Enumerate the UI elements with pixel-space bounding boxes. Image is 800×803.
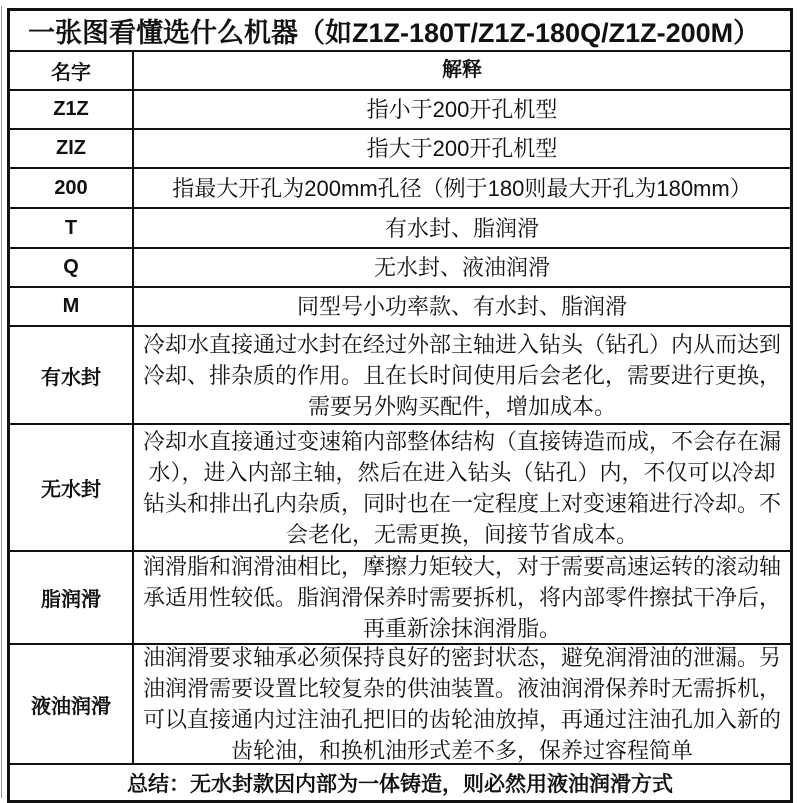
table-row-no-water-seal [10,423,790,550]
table-row-grease-lubrication [10,550,790,643]
summary-row [10,763,790,800]
table-row-oil-lubrication [10,643,790,763]
table-row-z1z [10,89,790,128]
table-row-m [10,286,790,325]
row-label: 200 [10,169,134,207]
row-explanation: 润滑脂和润滑油相比，摩擦力矩较大，对于需要高速运转的滚动轴承适用性较低。脂润滑保养时需要拆机，将内部零件擦拭干净后，再重新涂抹润滑脂。 [134,552,790,643]
row-explanation: 指最大开孔为200mm孔径（例于180则最大开孔为180mm） [134,169,790,207]
page-title: 一张图看懂选什么机器（如Z1Z-180T/Z1Z-180Q/Z1Z-200M） [10,11,790,50]
scan-edge-line [1,6,2,798]
row-label: M [10,288,134,325]
title-row [10,11,790,50]
row-label: 脂润滑 [10,552,134,643]
row-explanation: 冷却水直接通过水封在经过外部主轴进入钻头（钻孔）内从而达到冷却、排杂质的作用。且在长时间使用后会老化，需要进行更换，需要另外购买配件，增加成本。 [134,327,790,423]
row-label: T [10,209,134,247]
column-header-explanation: 解释 [134,52,790,89]
row-label: 无水封 [10,425,134,550]
row-explanation: 同型号小功率款、有水封、脂润滑 [134,288,790,325]
column-header-name: 名字 [10,52,134,89]
row-explanation: 无水封、液油润滑 [134,249,790,286]
summary-text: 总结：无水封款因内部为一体铸造，则必然用液油润滑方式 [10,765,790,800]
row-explanation: 有水封、脂润滑 [134,209,790,247]
table-row-ziz [10,128,790,167]
row-explanation: 指大于200开孔机型 [134,130,790,167]
table-row-q [10,247,790,286]
table-row-200 [10,167,790,207]
row-label: Q [10,249,134,286]
machine-model-table [7,8,793,803]
table-row-water-seal [10,325,790,423]
row-label: ZIZ [10,130,134,167]
row-explanation: 油润滑要求轴承必须保持良好的密封状态，避免润滑油的泄漏。另油润滑需要设置比较复杂的供油装置。液油润滑保养时无需拆机，可以直接通内过注油孔把旧的齿轮油放掉，再通过注油孔加入新的齿轮油，和换机油形式差不多，保养过容程简单 [134,645,790,763]
row-label: 有水封 [10,327,134,423]
table-row-t [10,207,790,247]
row-label: Z1Z [10,91,134,128]
row-explanation: 冷却水直接通过变速箱内部整体结构（直接铸造而成，不会存在漏水），进入内部主轴，然后在进入钻头（钻孔）内，不仅可以冷却钻头和排出孔内杂质，同时也在一定程度上对变速箱进行冷却。不会老化，无需更换，间接节省成本。 [134,425,790,550]
row-explanation: 指小于200开孔机型 [134,91,790,128]
header-row [10,50,790,89]
row-label: 液油润滑 [10,645,134,763]
